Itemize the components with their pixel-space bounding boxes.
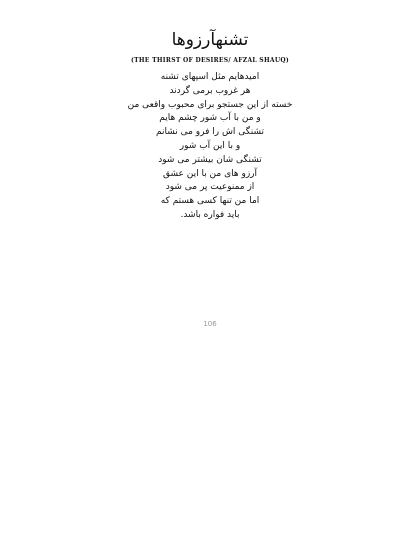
- poem-line: آرزو های من با این عشق: [162, 168, 258, 179]
- poem-line: و من با آب شور چشم هایم: [159, 113, 261, 124]
- poem-subtitle: (THE THIRST OF DESIRES/ AFZAL SHAUQ): [130, 57, 290, 64]
- poem-line: امیدهایم مثل اسپهای تشنه: [160, 72, 260, 82]
- poem-line: تشنگی اش را فرو می نشانم: [155, 127, 265, 138]
- poem-line: خسته از این جستجو برای محبوب واقعی من: [127, 99, 293, 110]
- page-number: 106: [203, 320, 217, 328]
- poem-title: تشنهآرزوها: [171, 30, 249, 50]
- poem-line: باید فواره باشد.: [180, 209, 240, 220]
- poem-line: تشنگی شان بیشتر می شود: [158, 154, 262, 165]
- poem-body: [0, 71, 420, 223]
- poem-line: و با این آب شور: [179, 140, 241, 151]
- poem-line: اما من تنها کسی هستم که: [160, 196, 260, 207]
- poem-line: هر غروب برمی گردند: [169, 85, 251, 96]
- poem-line: از ممنوعیت پر می شود: [165, 182, 255, 193]
